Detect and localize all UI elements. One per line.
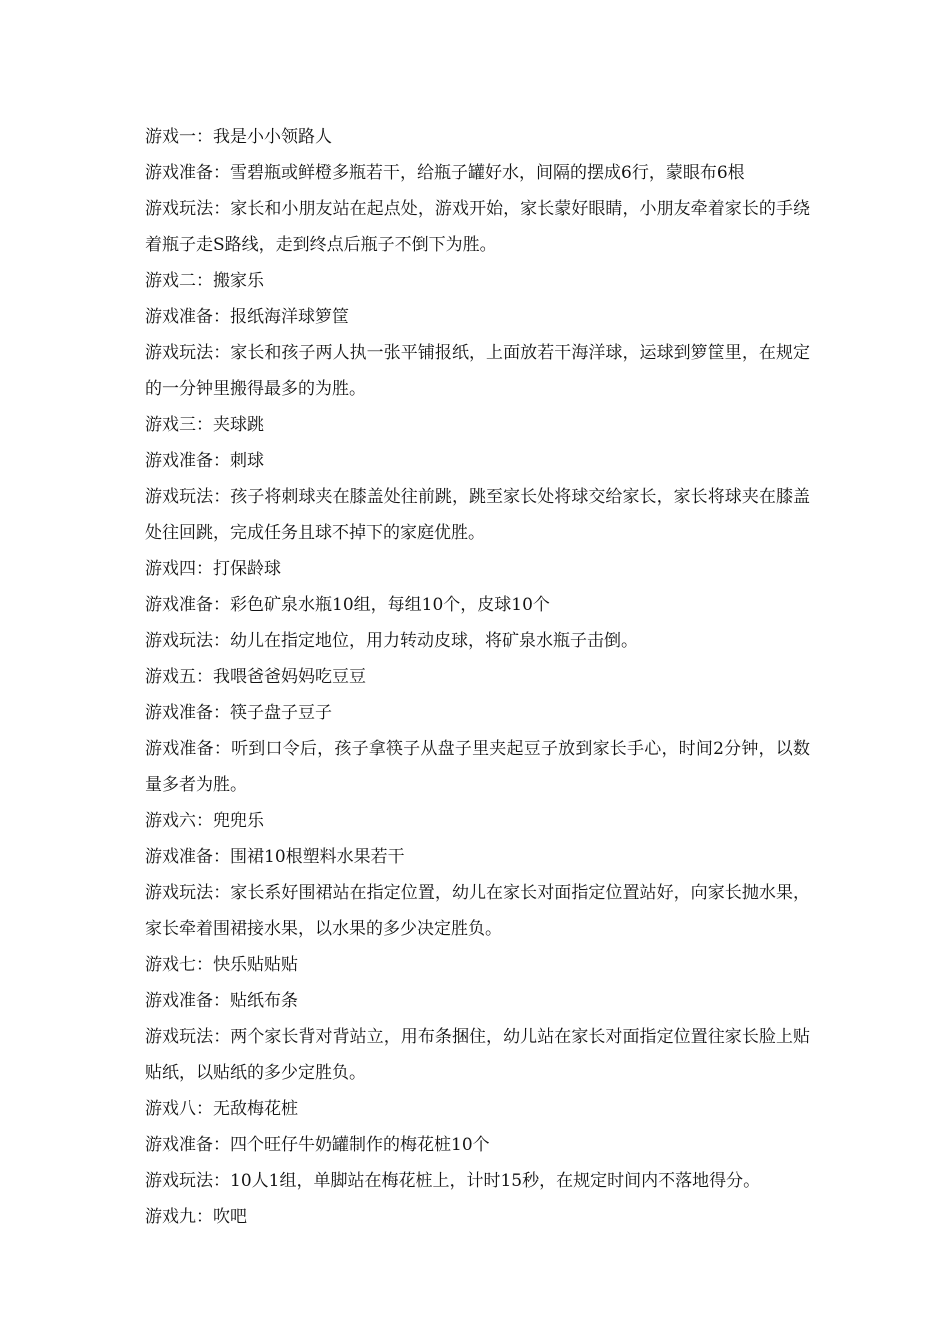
game-1-title: 游戏一：我是小小领路人 xyxy=(145,127,332,147)
game-9-title: 游戏九：吹吧 xyxy=(145,1207,247,1227)
game-2-title: 游戏二：搬家乐 xyxy=(145,271,264,291)
document-body xyxy=(145,119,810,1235)
game-2-rules: 游戏玩法：家长和孩子两人执一张平铺报纸，上面放若干海洋球，运球到箩筐里，在规定的一分钟里搬得最多的为胜。 xyxy=(145,343,810,399)
game-6-rules: 游戏玩法：家长系好围裙站在指定位置，幼儿在家长对面指定位置站好，向家长抛水果，家长牵着围裙接水果，以水果的多少决定胜负。 xyxy=(145,883,810,939)
game-7-rules: 游戏玩法：两个家长背对背站立，用布条捆住，幼儿站在家长对面指定位置往家长脸上贴贴纸，以贴纸的多少定胜负。 xyxy=(145,1027,810,1083)
game-2-preparation: 游戏准备：报纸海洋球箩筐 xyxy=(145,307,349,327)
game-7-preparation: 游戏准备：贴纸布条 xyxy=(145,991,298,1011)
game-5-preparation: 游戏准备：筷子盘子豆子 xyxy=(145,703,332,723)
game-4-preparation: 游戏准备：彩色矿泉水瓶10组，每组10个，皮球10个 xyxy=(145,595,550,615)
game-5-title: 游戏五：我喂爸爸妈妈吃豆豆 xyxy=(145,667,366,687)
game-4-rules: 游戏玩法：幼儿在指定地位，用力转动皮球，将矿泉水瓶子击倒。 xyxy=(145,631,638,651)
game-3-rules: 游戏玩法：孩子将刺球夹在膝盖处往前跳，跳至家长处将球交给家长，家长将球夹在膝盖处往回跳，完成任务且球不掉下的家庭优胜。 xyxy=(145,487,810,543)
game-8-title: 游戏八：无敌梅花桩 xyxy=(145,1099,298,1119)
game-5-rules: 游戏准备：听到口令后，孩子拿筷子从盘子里夹起豆子放到家长手心，时间2分钟，以数量多者为胜。 xyxy=(145,739,810,795)
game-3-title: 游戏三：夹球跳 xyxy=(145,415,264,435)
game-3-preparation: 游戏准备：刺球 xyxy=(145,451,264,471)
game-8-preparation: 游戏准备：四个旺仔牛奶罐制作的梅花桩10个 xyxy=(145,1135,490,1155)
game-4-title: 游戏四：打保龄球 xyxy=(145,559,281,579)
game-6-title: 游戏六：兜兜乐 xyxy=(145,811,264,831)
game-1-rules: 游戏玩法：家长和小朋友站在起点处，游戏开始，家长蒙好眼睛，小朋友牵着家长的手绕着瓶子走S路线，走到终点后瓶子不倒下为胜。 xyxy=(145,199,810,255)
game-1-preparation: 游戏准备：雪碧瓶或鲜橙多瓶若干，给瓶子罐好水，间隔的摆成6行，蒙眼布6根 xyxy=(145,163,745,183)
game-8-rules: 游戏玩法：10人1组，单脚站在梅花桩上，计时15秒，在规定时间内不落地得分。 xyxy=(145,1171,761,1191)
game-6-preparation: 游戏准备：围裙10根塑料水果若干 xyxy=(145,847,405,867)
game-7-title: 游戏七：快乐贴贴贴 xyxy=(145,955,298,975)
